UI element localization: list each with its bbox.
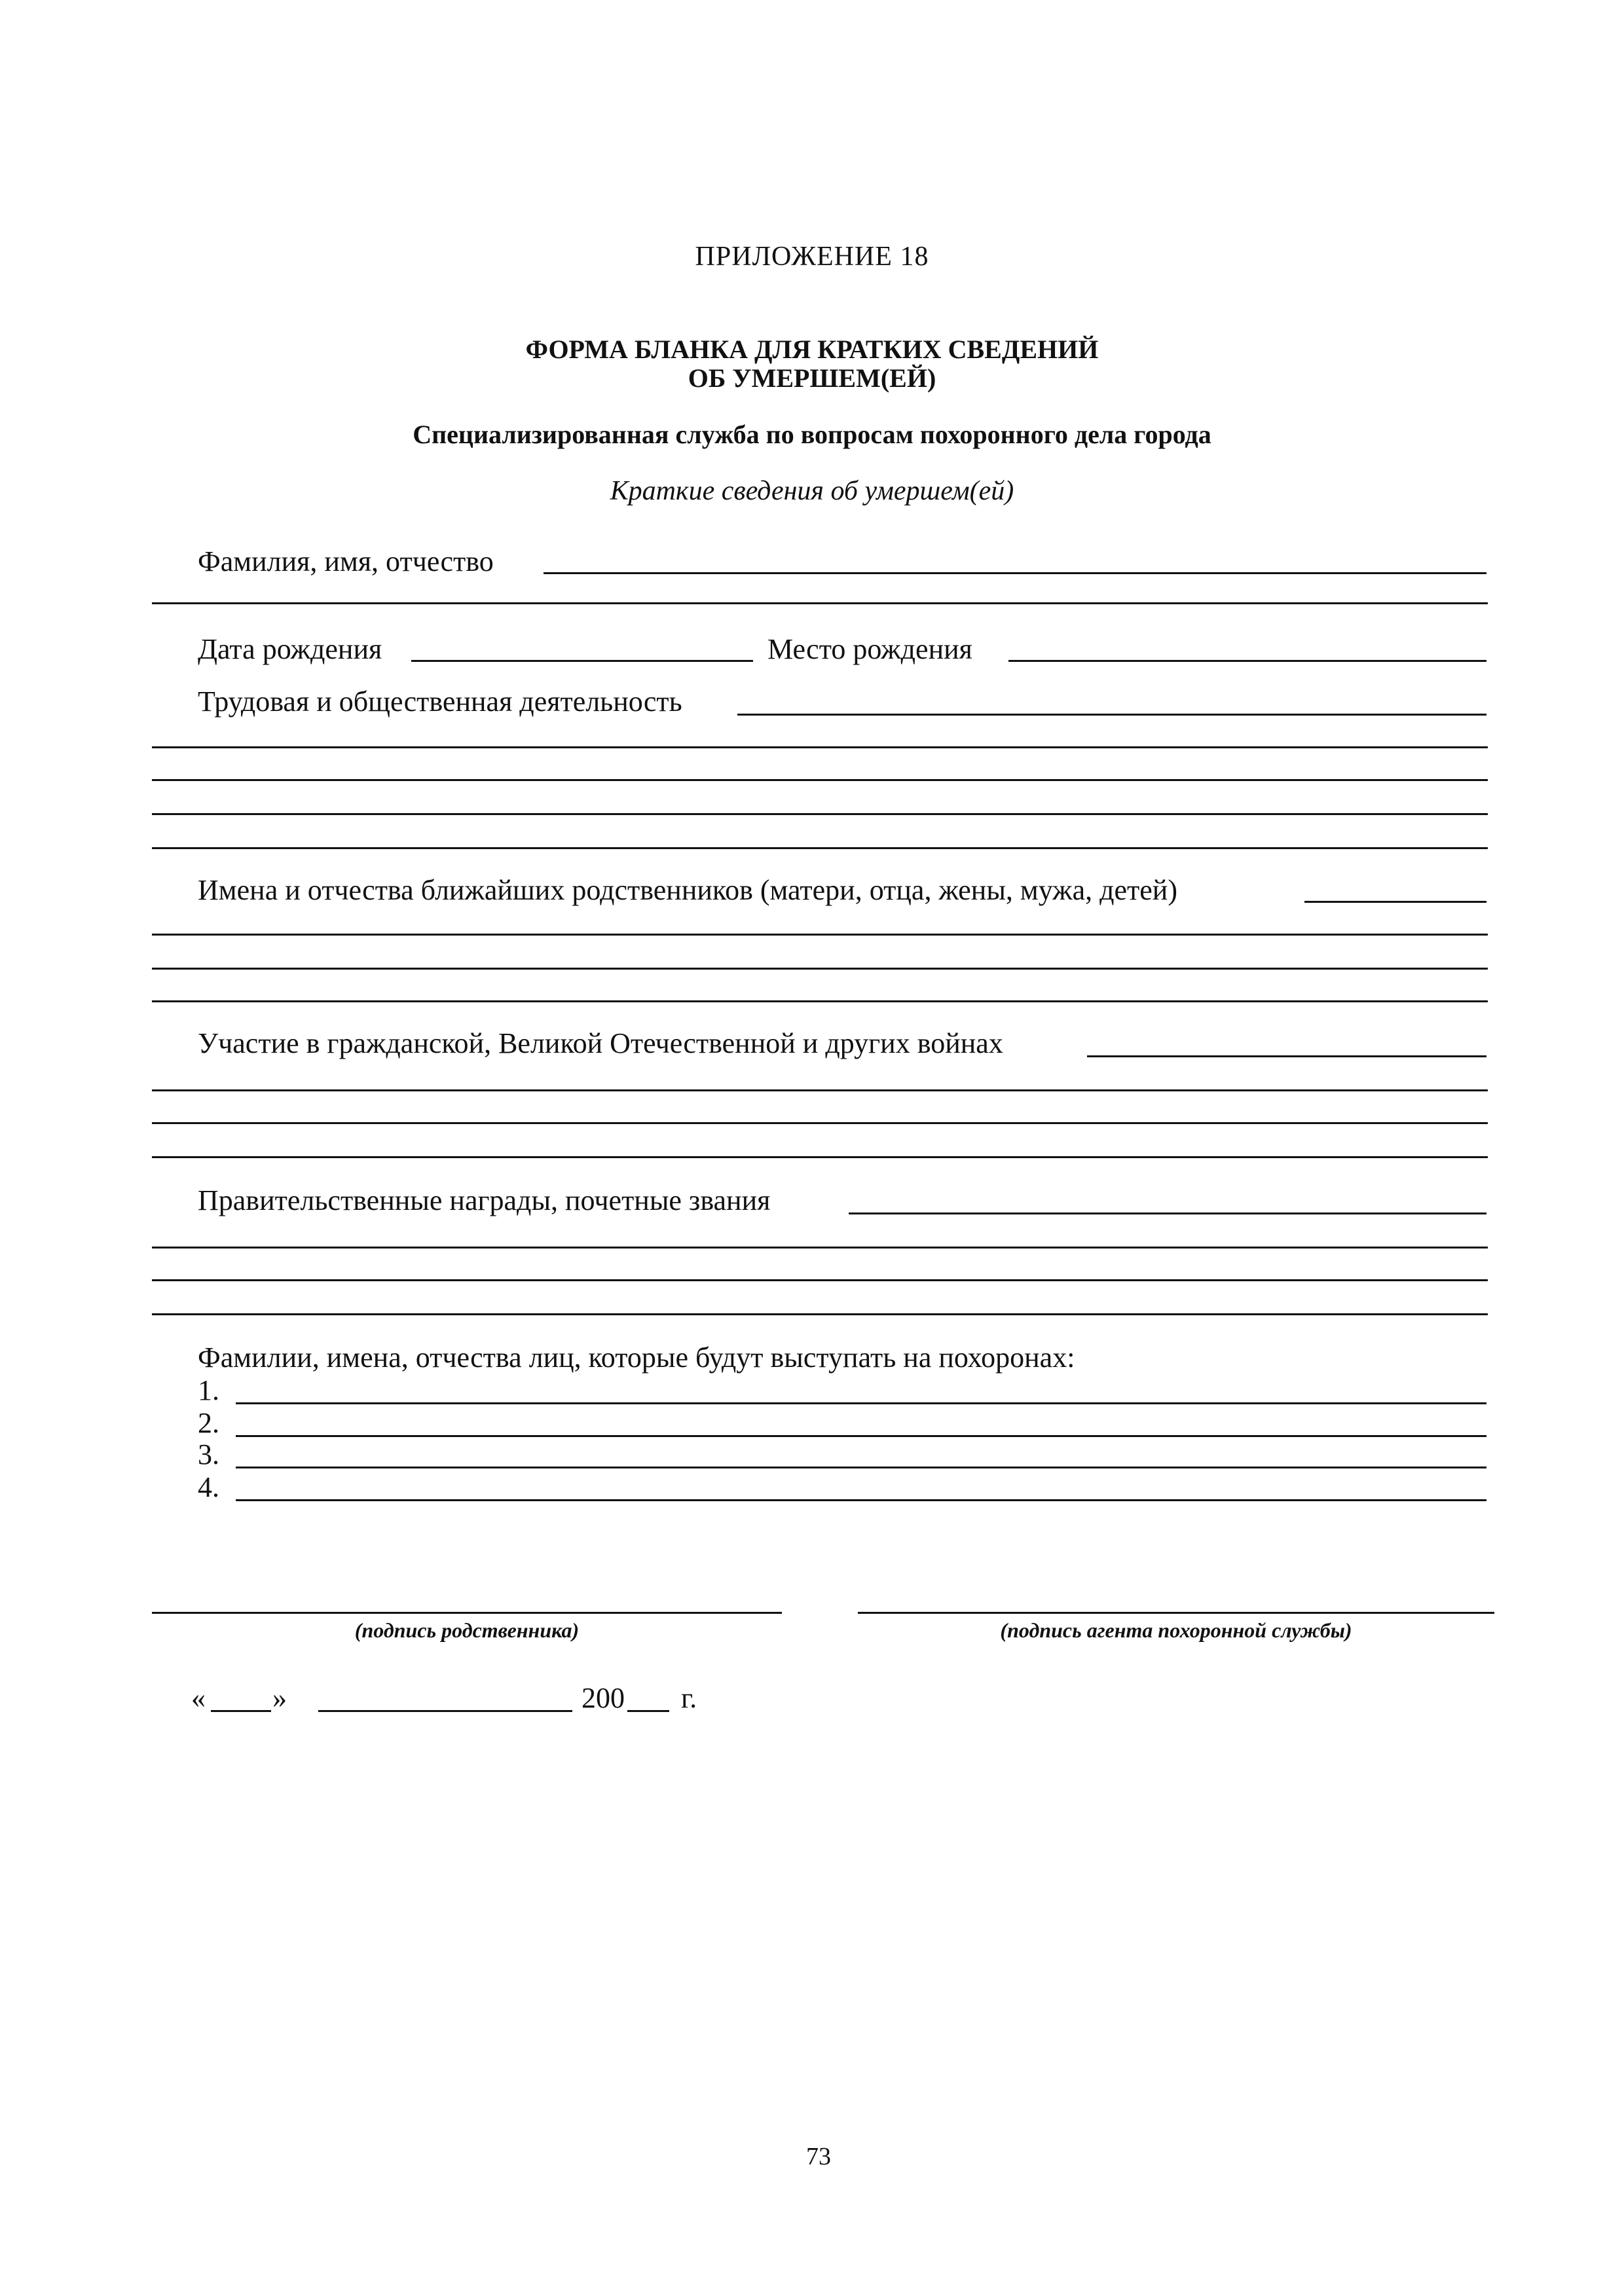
wars-line-2[interactable] [152,1089,1488,1091]
birth-place-input-line[interactable] [1008,660,1486,662]
service-subtitle: Специализированная служба по вопросам похоронного дела города [413,420,1211,449]
speaker-line-4[interactable] [236,1499,1486,1501]
activity-line-3[interactable] [152,779,1488,781]
speaker-number-1: 1. [198,1374,219,1406]
agent-signature-caption: (подпись агента похоронной службы) [1000,1618,1352,1642]
full-name-label: Фамилия, имя, отчество [198,545,494,577]
birth-date-input-line[interactable] [411,660,753,662]
date-day-line[interactable] [211,1710,271,1712]
form-title-line1: ФОРМА БЛАНКА ДЛЯ КРАТКИХ СВЕДЕНИЙ [525,335,1099,364]
activity-label: Трудовая и общественная деятельность [198,685,682,718]
awards-label: Правительственные награды, почетные звания [198,1184,771,1216]
relatives-line-3[interactable] [152,968,1488,970]
wars-label: Участие в гражданской, Великой Отечественной и других войнах [198,1027,1003,1059]
awards-line-4[interactable] [152,1313,1488,1315]
wars-input-line[interactable] [1087,1055,1486,1057]
date-year-prefix: 200 [581,1682,625,1714]
wars-line-3[interactable] [152,1122,1488,1124]
activity-line-5[interactable] [152,847,1488,849]
activity-line-4[interactable] [152,813,1488,815]
full-name-continuation-line[interactable] [152,602,1488,604]
section-title: Краткие сведения об умершем(ей) [610,476,1014,506]
speaker-line-2[interactable] [236,1435,1486,1437]
activity-line-2[interactable] [152,746,1488,748]
speakers-label: Фамилии, имена, отчества лиц, которые будут выступать на похоронах: [198,1341,1075,1374]
speaker-number-4: 4. [198,1471,219,1503]
appendix-label: ПРИЛОЖЕНИЕ 18 [695,242,929,272]
birth-place-label: Место рождения [767,633,972,665]
date-open-quote: « [191,1682,206,1714]
relatives-line-4[interactable] [152,1000,1488,1002]
agent-signature-line[interactable] [858,1612,1494,1614]
full-name-input-line[interactable] [544,572,1486,574]
birth-date-label: Дата рождения [198,633,382,665]
awards-input-line[interactable] [849,1212,1486,1214]
date-year-line[interactable] [627,1710,669,1712]
speaker-line-1[interactable] [236,1402,1486,1404]
date-close-quote: » [272,1682,287,1714]
wars-line-4[interactable] [152,1156,1488,1158]
relatives-input-line[interactable] [1304,901,1486,903]
date-year-suffix: г. [681,1682,697,1714]
form-title-line2: ОБ УМЕРШЕМ(ЕЙ) [688,363,936,393]
speaker-line-3[interactable] [236,1467,1486,1468]
relatives-line-2[interactable] [152,934,1488,936]
relative-signature-caption: (подпись родственника) [354,1618,580,1642]
awards-line-3[interactable] [152,1279,1488,1281]
activity-input-line[interactable] [737,714,1486,716]
relatives-label: Имена и отчества ближайших родственников (матери, отца, жены, мужа, детей) [198,874,1177,906]
awards-line-2[interactable] [152,1247,1488,1248]
relative-signature-line[interactable] [152,1612,782,1614]
speaker-number-2: 2. [198,1407,219,1439]
page-number: 73 [806,2143,831,2170]
date-month-line[interactable] [318,1710,572,1712]
speaker-number-3: 3. [198,1438,219,1470]
